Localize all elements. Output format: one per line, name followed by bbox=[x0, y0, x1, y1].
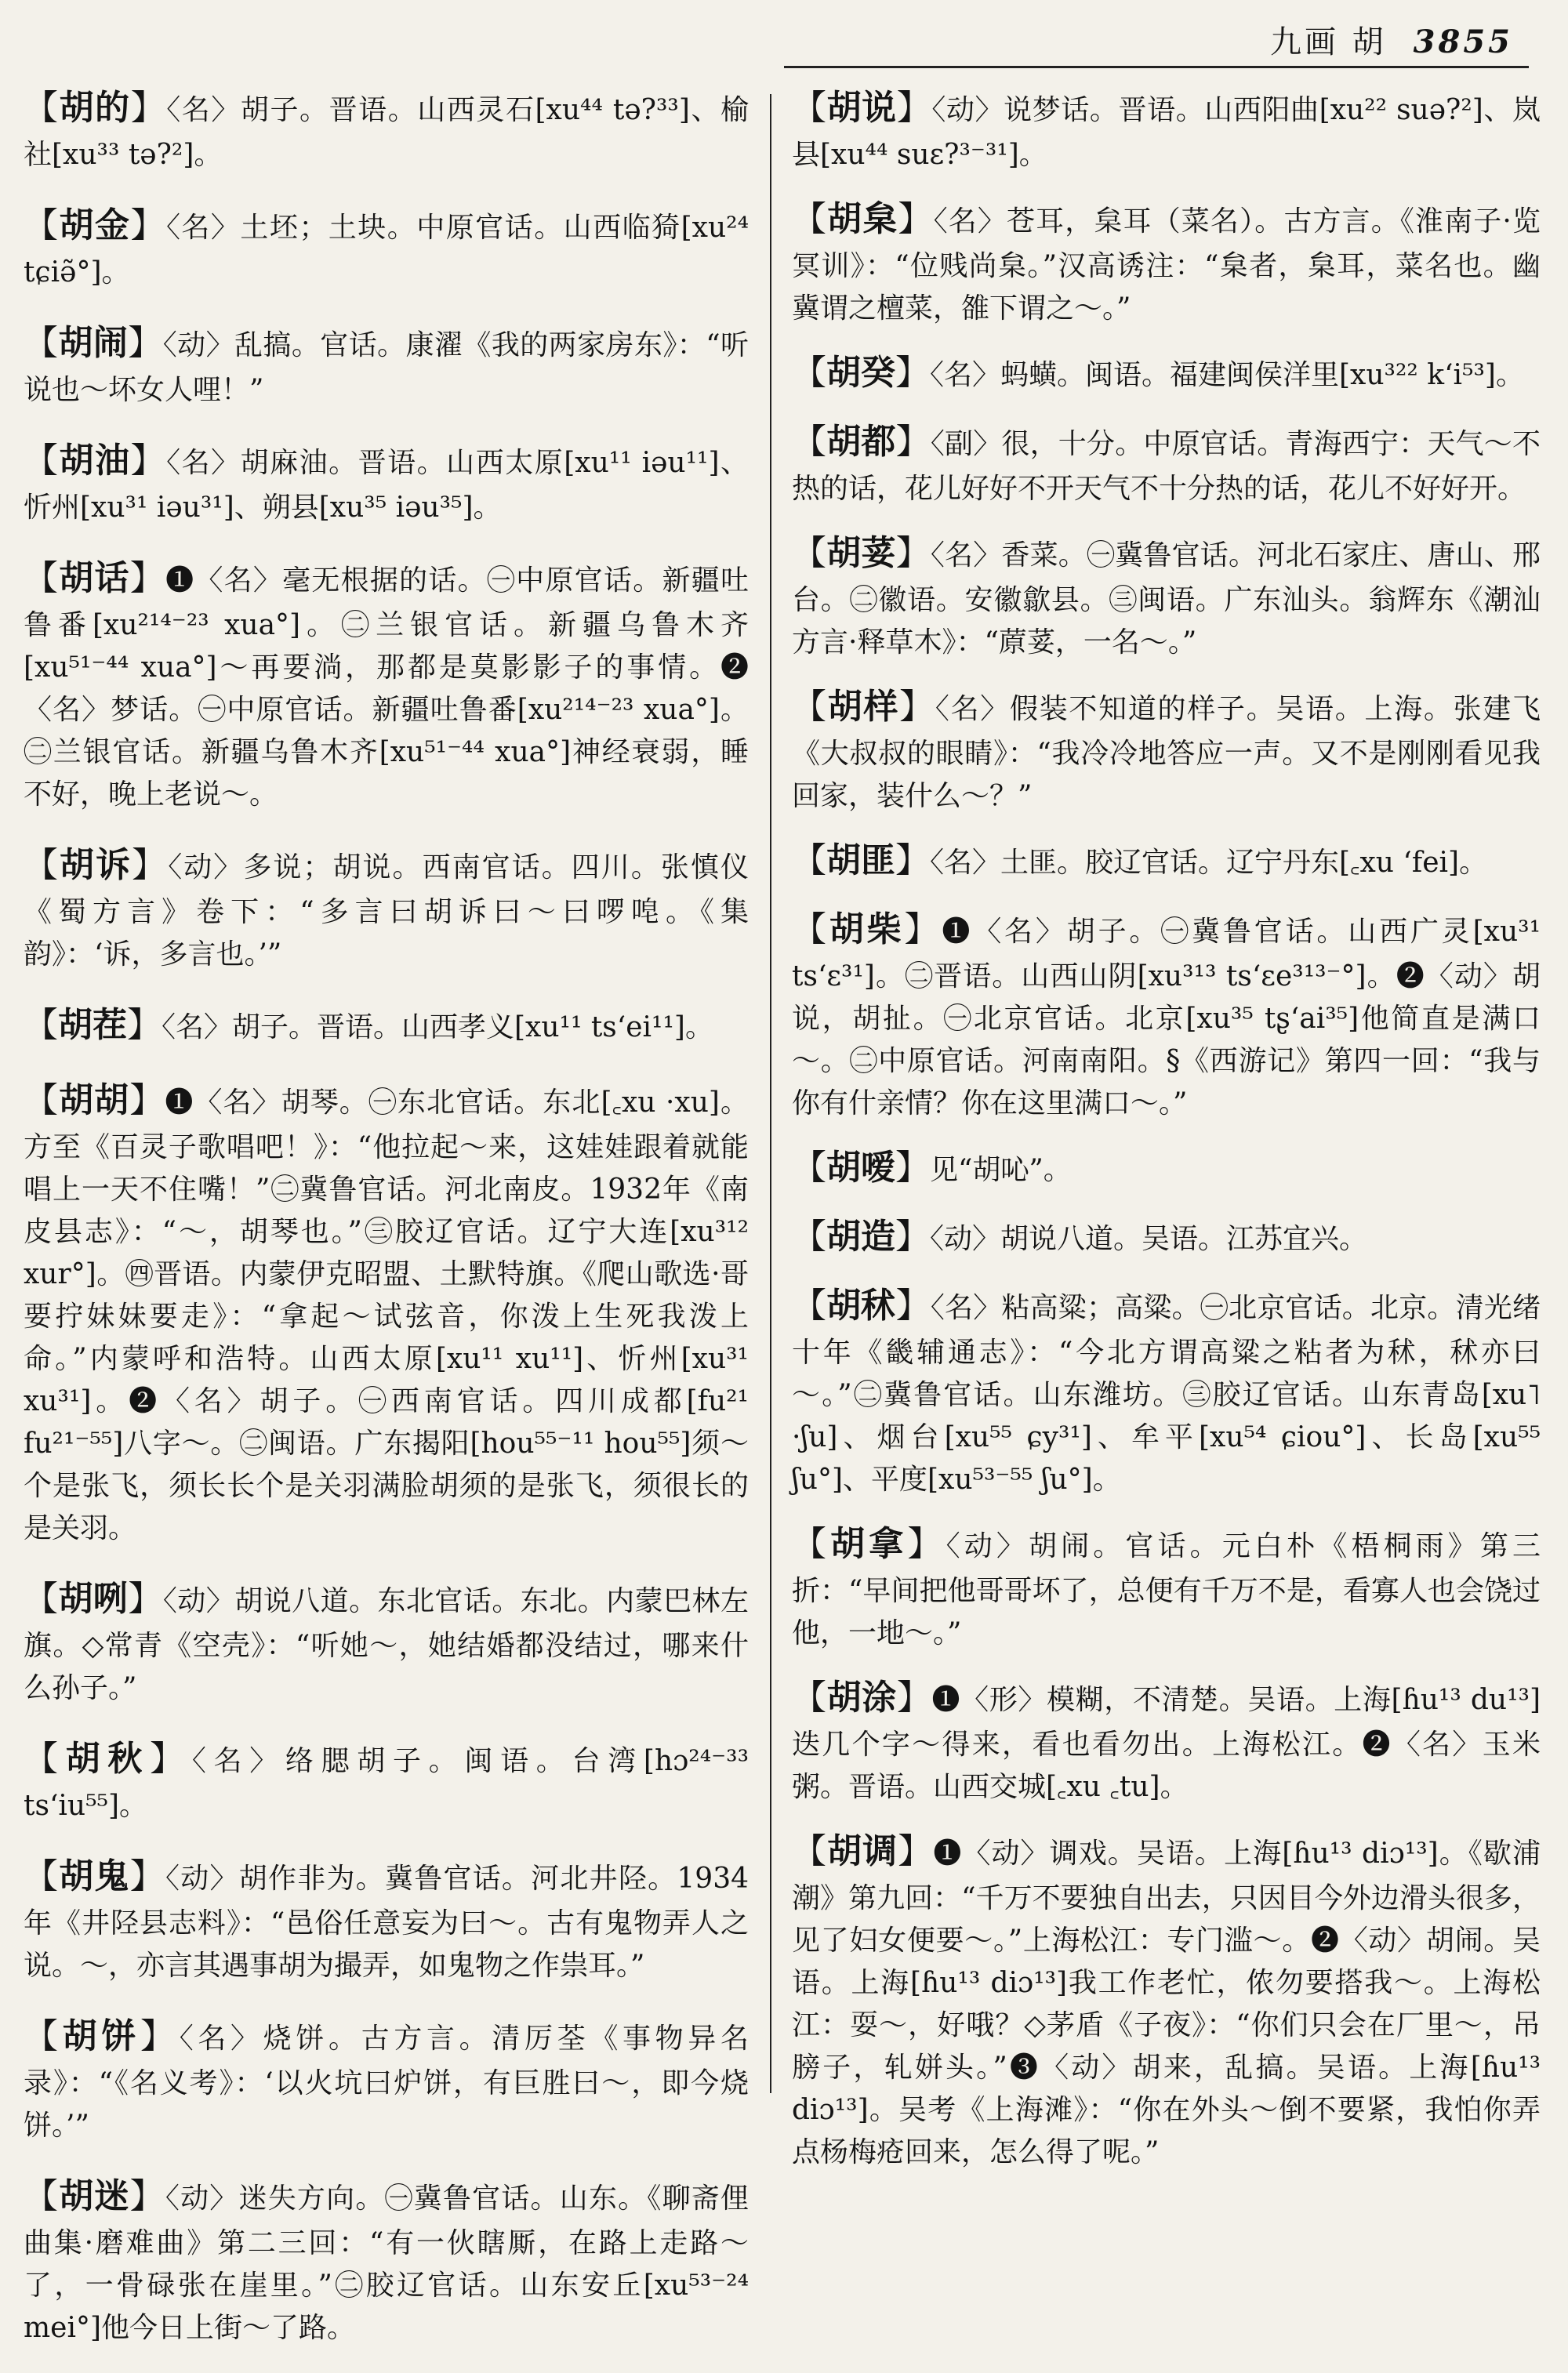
entry-text: 〈名〉胡子。晋语。山西孝义[xu¹¹ ts‘ei¹¹]。 bbox=[162, 1011, 713, 1043]
entry-text: 〈动〉胡说八道。吴语。江苏宜兴。 bbox=[930, 1223, 1368, 1255]
entry-text: 〈动〉胡闹。官话。元白朴《梧桐雨》第三折：“早间把他哥哥坏了，总便有千万不是，看寡人也会饶过他，一地～。” bbox=[792, 1530, 1541, 1649]
entry-text: ❶〈名〉胡琴。㊀东北官话。东北[꜀xu ·xu]。方至《百灵子歌唱吧！》：“他拉起～来，这娃娃跟着就能唱上一天不住嘴！”㊁冀鲁官话。河北南皮。1932年《南皮县志》：“～，胡琴也。”㊂胶辽官话。辽宁大连[xu³¹² xur°]。㊃晋语。内蒙伊克昭盟、土默特旗。《爬山歌选·哥要拧妹妹要走》：“拿起～试弦音，你泼上生死我泼上命。”内蒙呼和浩特。山西太原[xu¹¹ xu¹¹]、忻州[xu³¹ xu³¹]。❷〈名〉胡子。㊀西南官话。四川成都[fu²¹ fu²¹⁻⁵⁵]八字～。㊁闽语。广东揭阳[hou⁵⁵⁻¹¹ hou⁵⁵]须～个是张飞，须长长个是关羽满脸胡须的是张飞，须很长的是关羽。 bbox=[24, 1087, 749, 1544]
entry bbox=[24, 200, 749, 294]
headword: 【胡闹】 bbox=[24, 323, 163, 363]
entry-text: 〈名〉假装不知道的样子。吴语。上海。张建飞《大叔叔的眼睛》：“我冷冷地答应一声。又不是刚刚看见我回家，装什么～？” bbox=[792, 693, 1541, 812]
entry-text: 〈名〉粘高粱；高粱。㊀北京官话。北京。清光绪十年《畿辅通志》：“今北方谓高粱之粘者为秫，秫亦曰～。”㊁冀鲁官话。山东潍坊。㊂胶辽官话。山东青岛[xu˥ ·ʃu]、烟台[xu⁵⁵ ɕy³¹]、牟平[xu⁵⁴ ɕiou°]、长岛[xu⁵⁵ ʃu°]、平度[xu⁵³⁻⁵⁵ ʃu°]。 bbox=[792, 1292, 1541, 1496]
headword: 【胡说】 bbox=[792, 88, 932, 128]
entry bbox=[24, 2171, 749, 2349]
left-column bbox=[24, 82, 749, 2373]
entry bbox=[792, 1211, 1541, 1263]
headword: 【胡癸】 bbox=[792, 353, 930, 393]
entry bbox=[24, 435, 749, 529]
entry-text: 〈名〉胡子。晋语。山西灵石[xu⁴⁴ tə?³³]、榆社[xu³³ tə?²]。 bbox=[24, 94, 750, 171]
entry bbox=[24, 82, 749, 176]
entry-text: 〈名〉土坯；土块。中原官话。山西临猗[xu²⁴ tɕiə̃°]。 bbox=[24, 212, 750, 288]
entry bbox=[792, 194, 1541, 330]
headword: 【胡胡】 bbox=[24, 1080, 165, 1120]
entry-text: 〈名〉苍耳，枲耳（菜名）。古方言。《淮南子·览冥训》：“位贱尚枲。”汉高诱注：“枲者，枲耳，菜名也。幽冀谓之檀菜，雒下谓之～。” bbox=[792, 205, 1541, 325]
headword: 【胡秫】 bbox=[792, 1286, 931, 1326]
entry-text: 〈名〉胡麻油。晋语。山西太原[xu¹¹ iəu¹¹]、忻州[xu³¹ iəu³¹]、朔县[xu³⁵ iəu³⁵]。 bbox=[24, 447, 750, 524]
entry bbox=[792, 681, 1541, 818]
headword: 【胡调】 bbox=[792, 1831, 934, 1871]
headword: 【胡油】 bbox=[24, 441, 167, 481]
headword: 【胡诉】 bbox=[24, 845, 169, 885]
entry bbox=[24, 1733, 749, 1827]
headword: 【胡嗳】 bbox=[792, 1148, 930, 1188]
running-header bbox=[1270, 17, 1513, 62]
page-number: 3855 bbox=[1413, 24, 1513, 60]
headword: 【胡迷】 bbox=[24, 2176, 165, 2216]
entry-text: 〈名〉蚂蟥。闽语。福建闽侯洋里[xu³²² k‘i⁵³]。 bbox=[930, 359, 1524, 391]
entry bbox=[792, 528, 1541, 664]
header-section: 九画 胡 bbox=[1269, 24, 1387, 60]
entry-text: 〈动〉胡说八道。东北官话。东北。内蒙巴林左旗。◇常青《空壳》：“听她～，她结婚都没结过，哪来什么孙子。” bbox=[24, 1585, 750, 1704]
entry-text: 〈动〉迷失方向。㊀冀鲁官话。山东。《聊斋俚曲集·磨难曲》第二三回：“有一伙瞎厮，在路上走路～了，一骨碌张在崖里。”㊁胶辽官话。山东安丘[xu⁵³⁻²⁴ mei°]他今日上街～了路。 bbox=[24, 2183, 750, 2344]
headword: 【胡饼】 bbox=[24, 2016, 180, 2056]
headword: 【胡拿】 bbox=[792, 1524, 946, 1564]
entry bbox=[24, 1000, 749, 1051]
entry bbox=[792, 347, 1541, 399]
entry bbox=[792, 1672, 1541, 1809]
headword: 【胡都】 bbox=[792, 422, 931, 462]
entry-text: 〈副〉很，十分。中原官话。青海西宁：天气～不热的话，花儿好好不开天气不十分热的话，花儿不好好开。 bbox=[792, 428, 1541, 505]
headword: 【胡样】 bbox=[792, 687, 935, 727]
entry bbox=[24, 1573, 749, 1710]
headword: 【胡金】 bbox=[24, 205, 166, 245]
entry-text: ❶〈名〉毫无根据的话。㊀中原官话。新疆吐鲁番[xu²¹⁴⁻²³ xua°]。㊁兰银官话。新疆乌鲁木齐[xu⁵¹⁻⁴⁴ xua°]～再要淌，那都是莫影影子的事情。❷〈名〉梦话。㊀中原官话。新疆吐鲁番[xu²¹⁴⁻²³ xua°]。㊁兰银官话。新疆乌鲁木齐[xu⁵¹⁻⁴⁴ xua°]神经衰弱，睡不好，晚上老说～。 bbox=[24, 564, 750, 811]
headword: 【胡的】 bbox=[24, 88, 167, 128]
entry bbox=[792, 1519, 1541, 1655]
entry bbox=[24, 1851, 749, 1987]
entry bbox=[792, 904, 1541, 1125]
entry-text: 〈动〉乱搞。官话。康濯《我的两家房东》：“听说也～坏女人哩！” bbox=[24, 329, 750, 406]
entry bbox=[792, 1826, 1541, 2174]
entry bbox=[24, 1075, 749, 1550]
headword: 【胡鬼】 bbox=[24, 1856, 165, 1896]
entry-text: 〈名〉土匪。胶辽官话。辽宁丹东[꜀xu ‘fei]。 bbox=[930, 847, 1488, 879]
entry bbox=[24, 317, 749, 412]
entry bbox=[792, 416, 1541, 510]
entry-text: ❶〈名〉胡子。㊀冀鲁官话。山西广灵[xu³¹ ts‘ɛ³¹]。㊁晋语。山西山阴[xu³¹³ ts‘ɛe³¹³⁻°]。❷〈动〉胡说，胡扯。㊀北京官话。北京[xu³⁵ tʂ‘ai³⁵]他简直是满口～。㊁中原官话。河南南阳。§《西游记》第四一回：“我与你有什亲情？你在这里满口～。” bbox=[792, 916, 1541, 1119]
entry bbox=[792, 1280, 1541, 1501]
entry-text: 〈名〉络腮胡子。闽语。台湾[hɔ²⁴⁻³³ ts‘iu⁵⁵]。 bbox=[24, 1745, 750, 1822]
entry-text: 〈名〉烧饼。古方言。清厉荃《事物异名录》：“《名义考》：‘以火坑曰炉饼，有巨胜曰～，即今烧饼。’” bbox=[24, 2023, 750, 2142]
headword: 【胡柴】 bbox=[792, 909, 942, 949]
entry bbox=[24, 553, 749, 816]
entry-text: ❶〈动〉调戏。吴语。上海[ɦu¹³ diɔ¹³]。《歇浦潮》第九回：“千万不要独自出去，只因目今外边滑头很多，见了妇女便要～。”上海松江：专门滥～。❷〈动〉胡闹。吴语。上海[ɦu¹³ diɔ¹³]我工作老忙，侬勿要搭我～。上海松江：耍～，好哦？◇茅盾《子夜》：“你们只会在厂里～，吊膀子，轧姘头。”❸〈动〉胡来，乱搞。吴语。上海[ɦu¹³ diɔ¹³]。吴考《上海滩》：“你在外头～倒不要紧，我怕你弄点杨梅疮回来，怎么得了呢。” bbox=[792, 1838, 1541, 2168]
headword: 【胡咧】 bbox=[24, 1579, 163, 1619]
headword: 【胡匪】 bbox=[792, 840, 930, 880]
column-divider bbox=[770, 94, 771, 2093]
entry-text: ❶〈形〉模糊，不清楚。吴语。上海[ɦu¹³ du¹³]迭几个字～得来，看也看勿出。上海松江。❷〈名〉玉米粥。晋语。山西交城[꜀xu ꜀tu]。 bbox=[792, 1684, 1541, 1803]
entry bbox=[792, 1142, 1541, 1194]
headword: 【胡造】 bbox=[792, 1217, 930, 1257]
headword: 【胡话】 bbox=[24, 558, 166, 598]
headword: 【胡荽】 bbox=[792, 533, 931, 573]
headword: 【胡涂】 bbox=[792, 1678, 932, 1718]
entry bbox=[792, 82, 1541, 176]
entry-text: 〈名〉香菜。㊀冀鲁官话。河北石家庄、唐山、邢台。㊁徽语。安徽歙县。㊂闽语。广东汕头。翁辉东《潮汕方言·释草木》：“蒝荽，一名～。” bbox=[792, 539, 1541, 659]
headword: 【胡茬】 bbox=[24, 1005, 162, 1045]
entry bbox=[24, 840, 749, 976]
entry bbox=[24, 2011, 749, 2147]
entry bbox=[792, 835, 1541, 887]
headword: 【胡秋】 bbox=[24, 1739, 192, 1779]
entry-text: 〈动〉胡作非为。冀鲁官话。河北井陉。1934年《井陉县志料》：“邑俗任意妄为曰～。古有鬼物弄人之说。～，亦言其遇事胡为撮弄，如鬼物之作祟耳。” bbox=[24, 1863, 750, 1982]
header-rule bbox=[784, 66, 1529, 68]
entry-text: 〈动〉说梦话。晋语。山西阳曲[xu²² suə?²]、岚县[xu⁴⁴ suɛ?³⁻³¹]。 bbox=[792, 94, 1541, 171]
right-column bbox=[792, 82, 1541, 2191]
entry-text: 〈动〉多说；胡说。西南官话。四川。张慎仪《蜀方言》卷下：“多言曰胡诉曰～曰啰唣。《集韵》：‘诉，多言也。’” bbox=[24, 851, 750, 971]
headword: 【胡枲】 bbox=[792, 199, 934, 239]
entry-text: 见“胡吣”。 bbox=[930, 1154, 1072, 1186]
